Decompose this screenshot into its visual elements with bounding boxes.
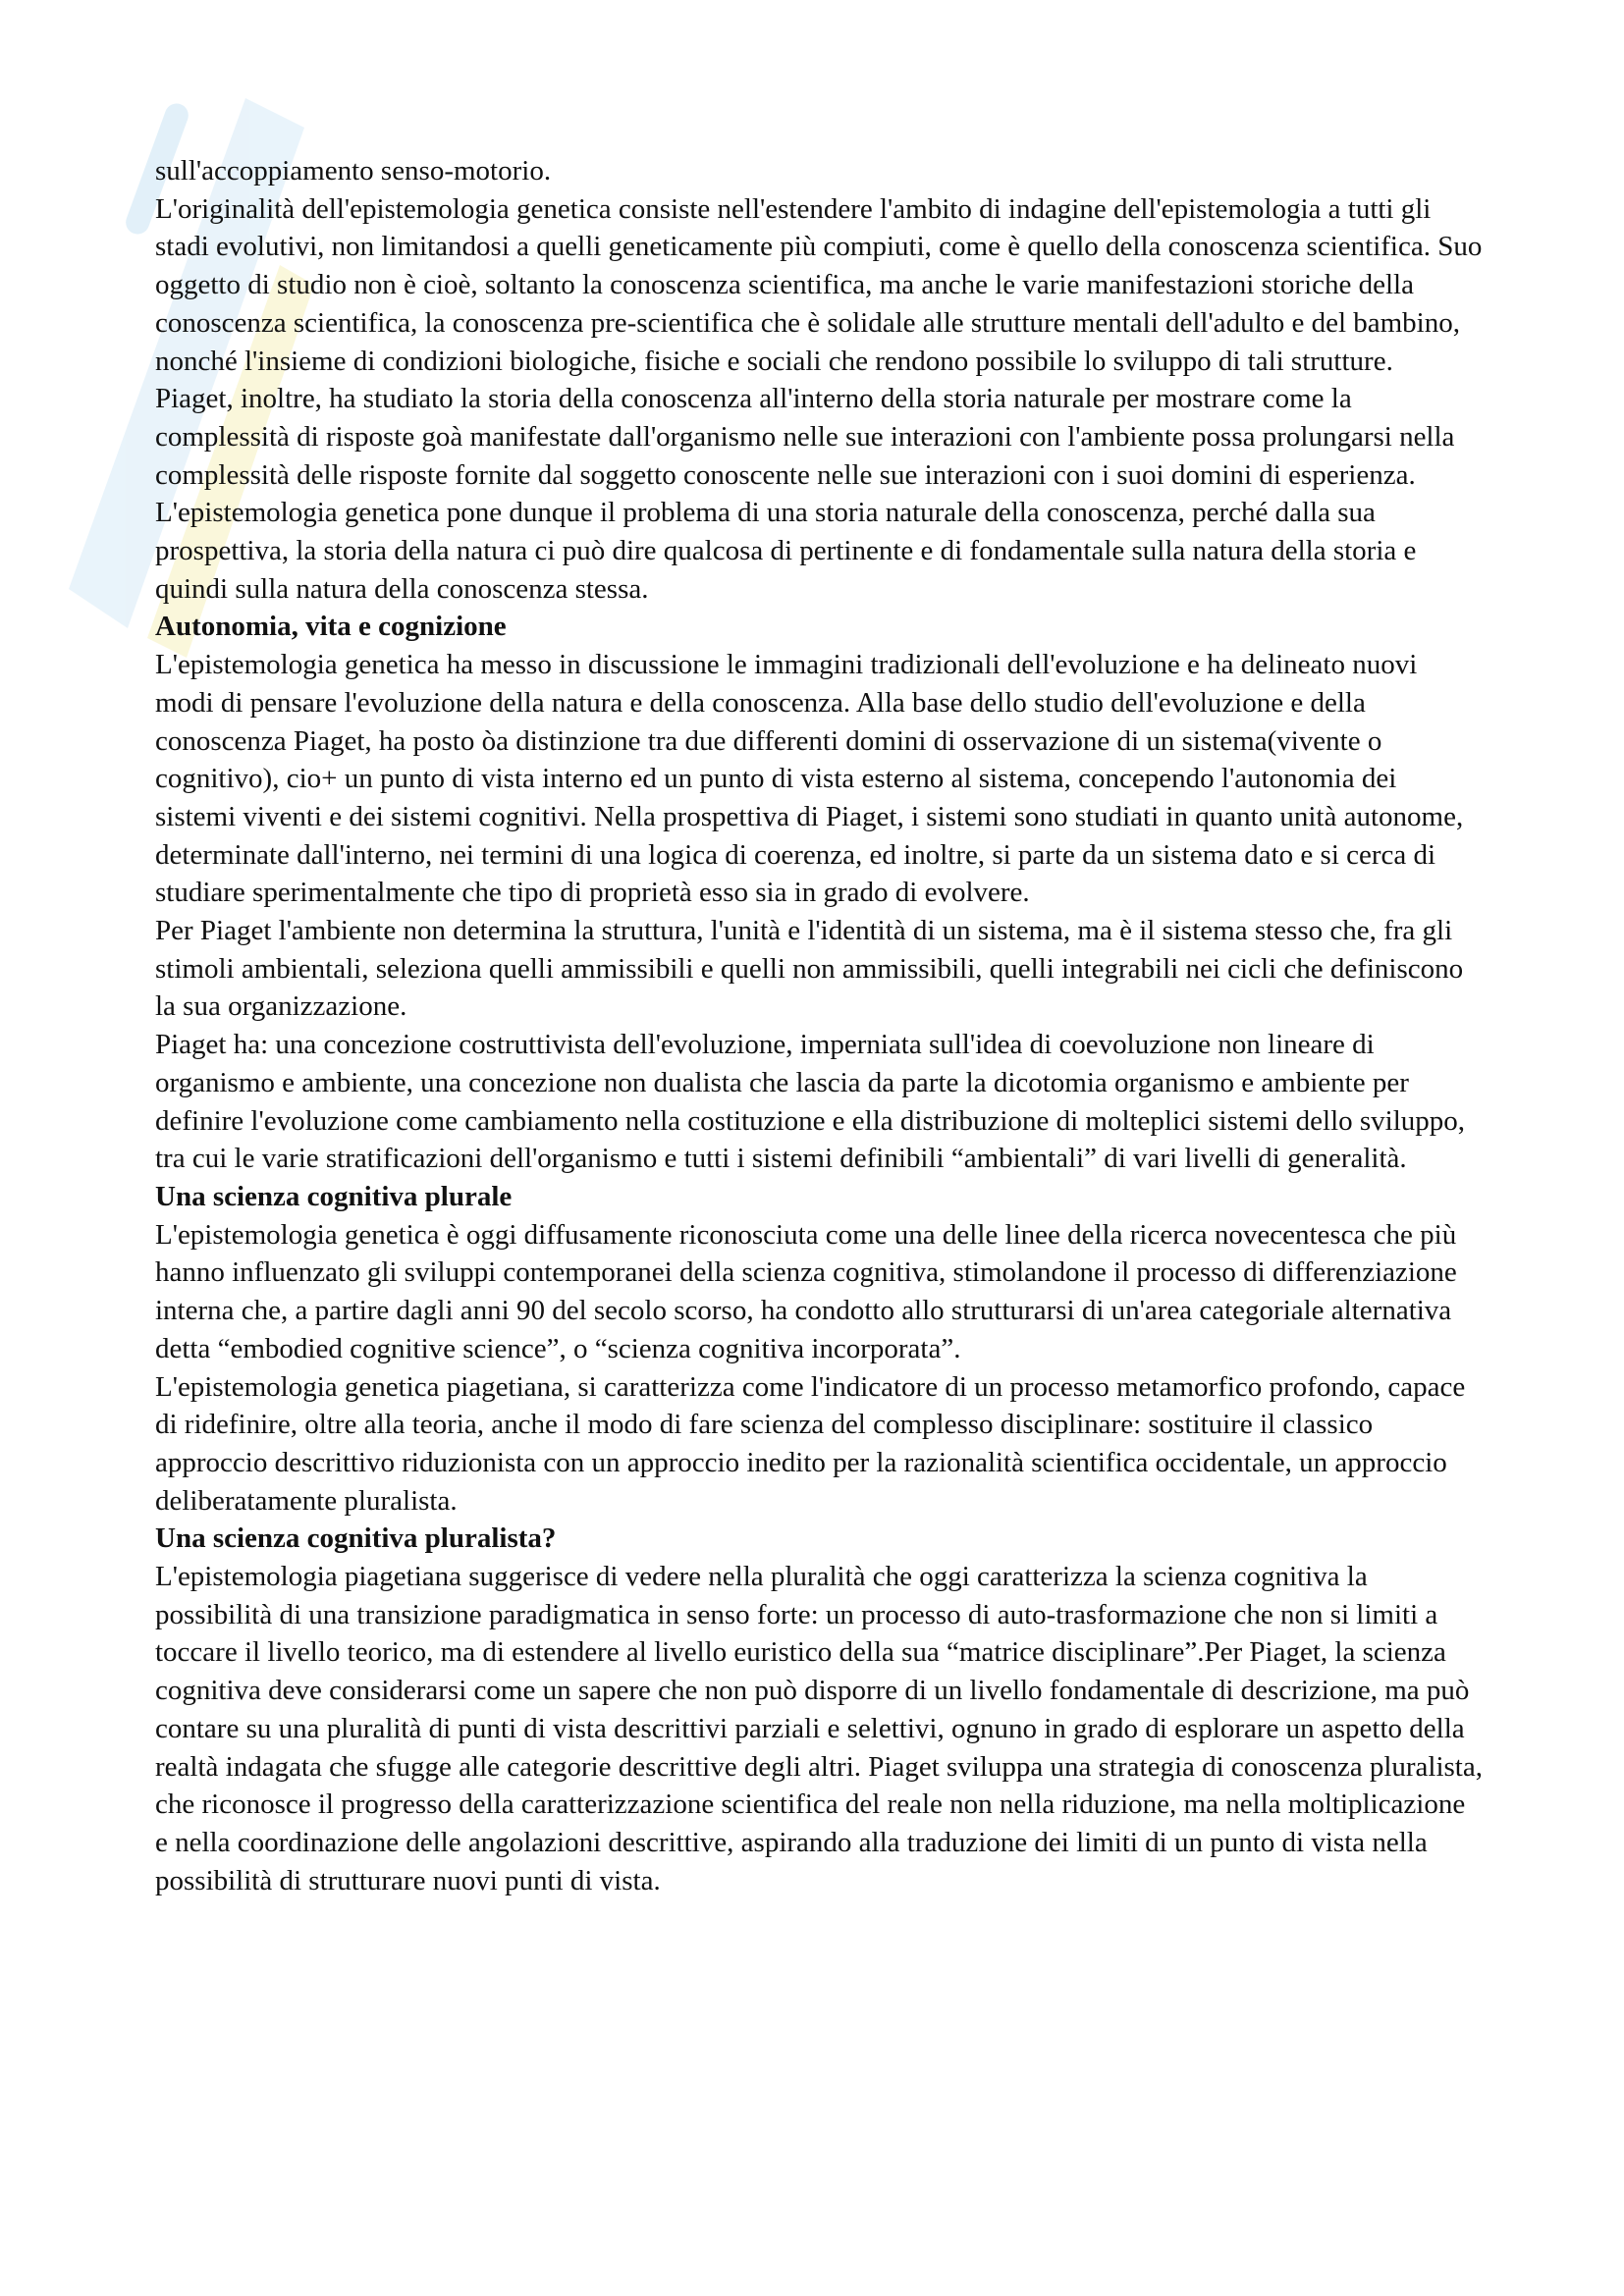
- paragraph: L'epistemologia piagetiana suggerisce di vedere nella pluralità che oggi caratterizza la scienza cognitiva la possibilità di una transizione paradigmatica in senso forte: un processo di auto-trasformazione che non si limiti a toccare il livello teorico, ma di estendere al livello euristico della sua “matrice disciplinare”.Per Piaget, la scienza cognitiva deve considerarsi come un sapere che non può disporre di un livello fondamentale di descrizione, ma può contare su una pluralità di punti di vista descrittivi parziali e selettivi, ognuno in grado di esplorare un aspetto della realtà indagata che sfugge alle categorie descrittive degli altri. Piaget sviluppa una strategia di conoscenza pluralista, che riconosce il progresso della caratterizzazione scientifica del reale non nella riduzione, ma nella moltiplicazione e nella coordinazione delle angolazioni descrittive, aspirando alla traduzione dei limiti di un punto di vista nella possibilità di strutturare nuovi punti di vista.: [155, 1561, 1483, 1896]
- section-heading: Autonomia, vita e cognizione: [155, 611, 507, 643]
- paragraph: L'originalità dell'epistemologia genetica consiste nell'estendere l'ambito di indagine dell'epistemologia a tutti gli stadi evolutivi, non limitandosi a quelli geneticamente più compiuti, come è quello della conoscenza scientifica. Suo oggetto di studio non è cioè, soltanto la conoscenza scientifica, ma anche le varie manifestazioni storiche della conoscenza scientifica, la conoscenza pre-scientifica che è solidale alle strutture mentali dell'adulto e del bambino, nonché l'insieme di condizioni biologiche, fisiche e sociali che rendono possibile lo sviluppo di tali strutture.: [155, 192, 1483, 377]
- paragraph: L'epistemologia genetica piagetiana, si caratterizza come l'indicatore di un processo metamorfico profondo, capace di ridefinire, oltre alla teoria, anche il modo di fare scienza del complesso disciplinare: sostituire il classico approccio descrittivo riduzionista con un approccio inedito per la razionalità scientifica occidentale, un approccio deliberatamente pluralista.: [155, 1370, 1466, 1517]
- paragraph: sull'accoppiamento senso-motorio.: [155, 155, 552, 187]
- paragraph: L'epistemologia genetica è oggi diffusamente riconosciuta come una delle linee della ricerca novecentesca che più hanno influenzato gli sviluppi contemporanei della scienza cognitiva, stimolandone il processo di differenziazione interna che, a partire dagli anni 90 del secolo scorso, ha condotto allo strutturarsi di un'area categoriale alternativa detta “embodied cognitive science”, o “scienza cognitiva incorporata”.: [155, 1218, 1457, 1364]
- paragraph: Per Piaget l'ambiente non determina la struttura, l'unità e l'identità di un sistema, ma è il sistema stesso che, fra gli stimoli ambientali, seleziona quelli ammissibili e quelli non ammissibili, quelli integrabili nei cicli che definiscono la sua organizzazione.: [155, 915, 1464, 1023]
- document-body: [155, 152, 1483, 1899]
- paragraph: L'epistemologia genetica ha messo in discussione le immagini tradizionali dell'evoluzione e ha delineato nuovi modi di pensare l'evoluzione della natura e della conoscenza. Alla base dello studio dell'evoluzione e della conoscenza Piaget, ha posto òa distinzione tra due differenti domini di osservazione di un sistema(vivente o cognitivo), cio+ un punto di vista interno ed un punto di vista esterno al sistema, concependo l'autonomia dei sistemi viventi e dei sistemi cognitivi. Nella prospettiva di Piaget, i sistemi sono studiati in quanto unità autonome, determinate dall'interno, nei termini di una logica di coerenza, ed inoltre, si parte da un sistema dato e si cerca di studiare sperimentalmente che tipo di proprietà esso sia in grado di evolvere.: [155, 649, 1464, 909]
- paragraph: Piaget, inoltre, ha studiato la storia della conoscenza all'interno della storia naturale per mostrare come la complessità di risposte goà manifestate dall'organismo nelle sue interazioni con l'ambiente possa prolungarsi nella complessità delle risposte fornite dal soggetto conoscente nelle sue interazioni con i suoi domini di esperienza. L'epistemologia genetica pone dunque il problema di una storia naturale della conoscenza, perché dalla sua prospettiva, la storia della natura ci può dire qualcosa di pertinente e di fondamentale sulla natura della storia e quindi sulla natura della conoscenza stessa.: [155, 383, 1455, 605]
- section-heading: Una scienza cognitiva plurale: [155, 1180, 513, 1212]
- section-heading: Una scienza cognitiva pluralista?: [155, 1522, 557, 1555]
- paragraph: Piaget ha: una concezione costruttivista dell'evoluzione, imperniata sull'idea di coevoluzione non lineare di organismo e ambiente, una concezione non dualista che lascia da parte la dicotomia organismo e ambiente per definire l'evoluzione come cambiamento nella costituzione e ella distribuzione di molteplici sistemi dello sviluppo, tra cui le varie stratificazioni dell'organismo e tutti i sistemi definibili “ambientali” di vari livelli di generalità.: [155, 1029, 1466, 1175]
